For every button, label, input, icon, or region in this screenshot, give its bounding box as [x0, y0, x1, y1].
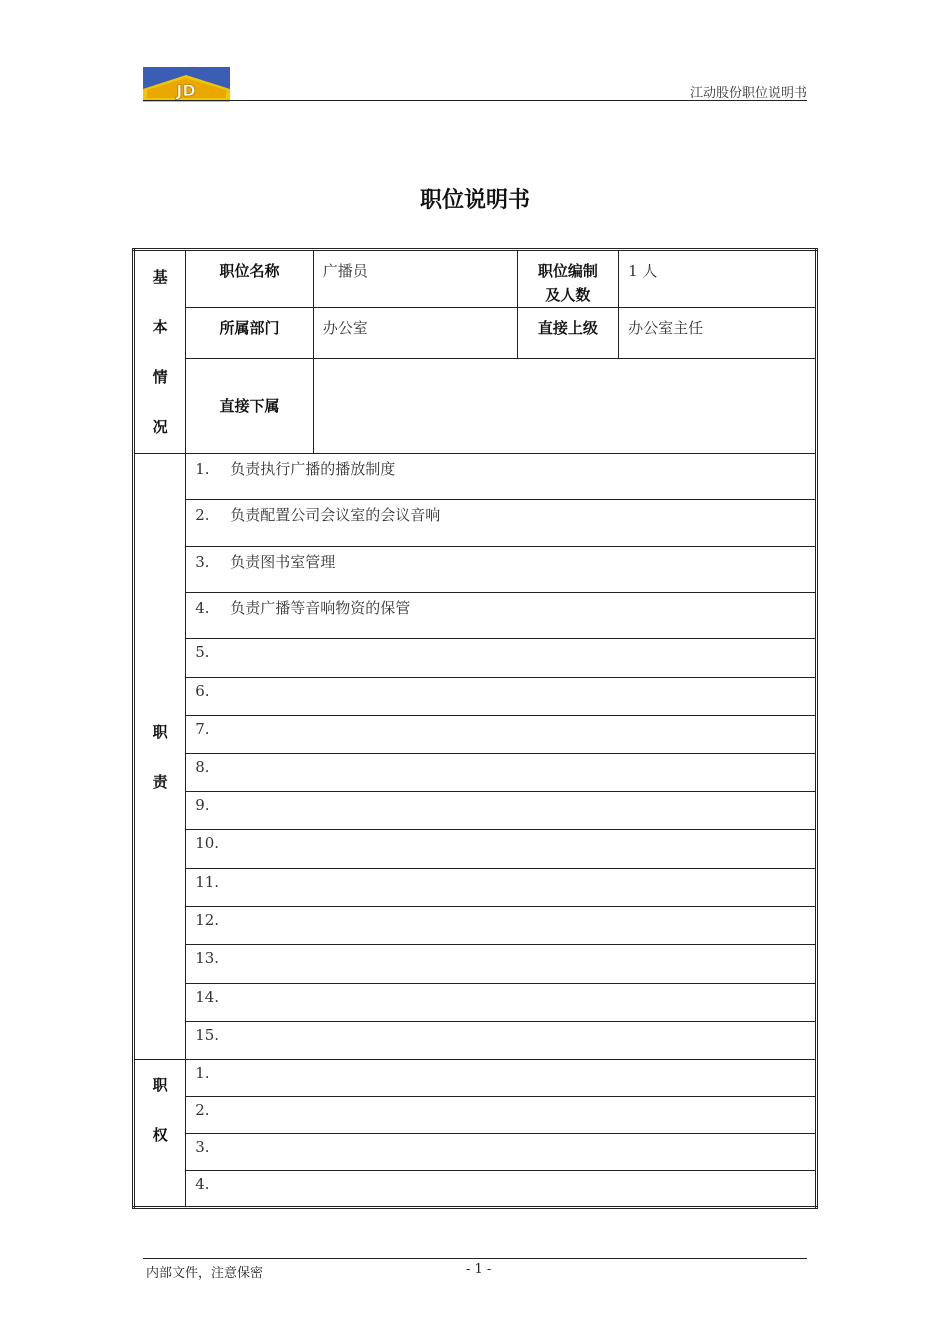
basic-row-position — [134, 250, 817, 308]
authority-row — [134, 1097, 817, 1134]
department-value: 办公室 — [313, 308, 517, 359]
section-basic-char: 本 — [152, 318, 168, 336]
section-basic-char: 情 — [152, 368, 168, 386]
section-authority-char: 权 — [152, 1126, 168, 1144]
authority-item: 4. — [186, 1171, 817, 1208]
section-basic — [134, 250, 186, 454]
supervisor-label: 直接上级 — [517, 308, 618, 359]
position-name-value: 广播员 — [313, 250, 517, 308]
section-duties — [134, 454, 186, 1060]
duty-item: 3. 负责图书室管理 — [186, 547, 817, 593]
authority-row — [134, 1171, 817, 1208]
duty-row — [134, 500, 817, 547]
duty-row — [134, 639, 817, 678]
duty-row — [134, 547, 817, 593]
duty-row — [134, 984, 817, 1022]
header-doc-type: 江动股份职位说明书 — [689, 86, 807, 101]
duty-row — [134, 869, 817, 907]
duty-item: 13. — [186, 945, 817, 984]
section-basic-char: 基 — [152, 268, 168, 286]
footer-divider — [143, 1258, 807, 1259]
duty-row — [134, 678, 817, 716]
duty-item: 5. — [186, 639, 817, 678]
duty-item: 14. — [186, 984, 817, 1022]
basic-row-department — [134, 308, 817, 359]
duty-row — [134, 830, 817, 869]
job-description-table — [132, 248, 818, 1209]
headcount-label — [517, 250, 618, 308]
department-label: 所属部门 — [186, 308, 314, 359]
duty-item: 11. — [186, 869, 817, 907]
duty-row — [134, 945, 817, 984]
duty-item: 1. 负责执行广播的播放制度 — [186, 454, 817, 500]
section-authority — [134, 1060, 186, 1208]
duty-item: 4. 负责广播等音响物资的保管 — [186, 593, 817, 639]
section-duties-char: 责 — [152, 772, 168, 791]
duty-item: 10. — [186, 830, 817, 869]
position-name-label: 职位名称 — [186, 250, 314, 308]
section-authority-char: 职 — [152, 1076, 168, 1094]
authority-row — [134, 1060, 817, 1097]
authority-item: 2. — [186, 1097, 817, 1134]
supervisor-value: 办公室主任 — [619, 308, 817, 359]
header-divider — [143, 100, 807, 101]
headcount-label-line2: 及人数 — [545, 286, 591, 304]
authority-item: 3. — [186, 1134, 817, 1171]
duty-item: 7. — [186, 716, 817, 754]
subordinate-label: 直接下属 — [186, 359, 314, 454]
duty-row — [134, 1022, 817, 1060]
duty-item: 12. — [186, 907, 817, 945]
duty-item: 9. — [186, 792, 817, 830]
authority-item: 1. — [186, 1060, 817, 1097]
logo-lettering: JD — [176, 81, 196, 100]
duty-row — [134, 792, 817, 830]
footer-page-number: - 1 - — [466, 1262, 492, 1277]
duty-item: 6. — [186, 678, 817, 716]
headcount-label-line1: 职位编制 — [537, 262, 598, 280]
duty-row — [134, 907, 817, 945]
duty-item: 2. 负责配置公司会议室的会议音响 — [186, 500, 817, 547]
page-title: 职位说明书 — [419, 188, 530, 213]
duty-row — [134, 454, 817, 500]
section-basic-char: 况 — [152, 418, 168, 436]
duty-row — [134, 754, 817, 792]
company-logo — [143, 67, 230, 102]
subordinate-value — [313, 359, 816, 454]
authority-row — [134, 1134, 817, 1171]
basic-row-subordinate — [134, 359, 817, 454]
section-duties-char: 职 — [152, 722, 168, 741]
footer-confidential: 内部文件，注意保密 — [146, 1266, 264, 1281]
duty-item: 8. — [186, 754, 817, 792]
duty-row — [134, 716, 817, 754]
duty-item: 15. — [186, 1022, 817, 1060]
headcount-value: 1 人 — [619, 250, 817, 308]
duty-row — [134, 593, 817, 639]
